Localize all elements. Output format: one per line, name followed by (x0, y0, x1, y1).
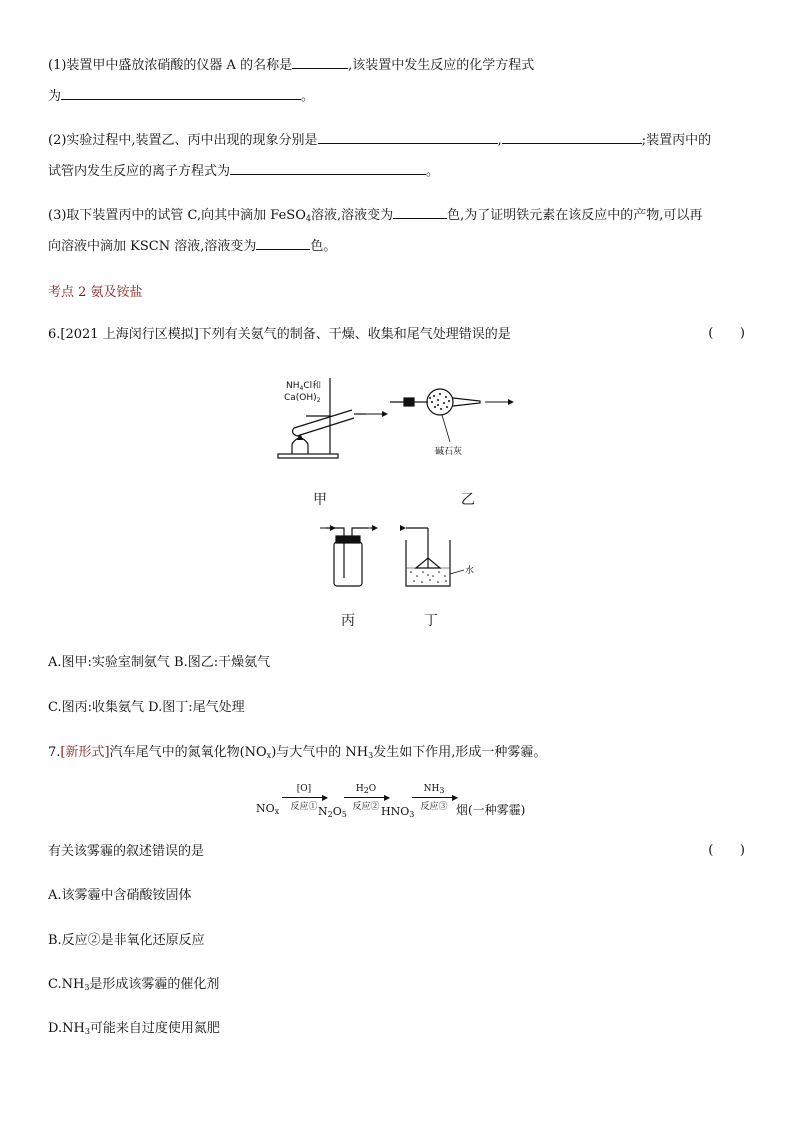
caption-yi: 乙 (461, 492, 475, 508)
q6-option-ab[interactable]: A.图甲:实验室制氨气 B.图乙:干燥氨气 (48, 655, 271, 670)
q5-part3-text-3: 色,为了证明铁元素在该反应中的产物,可以再 (447, 208, 703, 223)
arrow3-bottom: 反应③ (420, 802, 448, 812)
water-label: 水 (465, 566, 475, 576)
drying-bulb (427, 389, 453, 415)
species-nox: $NO_x$ (256, 802, 280, 816)
q7-stem-text: 汽车尾气中的氮氧化物(NO (109, 745, 267, 760)
q5-part2-text-2: ;装置丙中的 (641, 133, 712, 148)
arrow2-bottom: 反应② (352, 802, 380, 812)
answer-blank[interactable] (61, 87, 301, 100)
soda-lime-dots (429, 393, 450, 410)
q5-part2-text-3: 试管内发生反应的离子方程式为 (48, 164, 231, 179)
q5-part2-line2 (48, 162, 439, 181)
q6-stem: 6.[2021 上海闵行区模拟]下列有关氨气的制备、干燥、收集和尾气处理错误的是 (48, 327, 511, 342)
arrow2-line (344, 797, 388, 798)
apparatus-ding (406, 528, 450, 586)
test-tube-bottom (293, 428, 297, 436)
subscript: 3 (368, 751, 374, 760)
q5-part1-text-2: ,该装置中发生反应的化学方程式 (348, 58, 535, 73)
q5-part1-text-4: 。 (301, 89, 315, 104)
caption-bing: 丙 (341, 613, 355, 629)
answer-blank[interactable] (393, 206, 447, 219)
q7-option-d[interactable]: $D.NH_3$可能来自过度使用氮肥 (48, 1021, 220, 1036)
arrowhead-ding (400, 525, 406, 531)
caption-ding: 丁 (424, 613, 438, 629)
q5-part3-line1 (48, 206, 702, 228)
q7-tag: [新形式] (60, 745, 110, 760)
q7-number: 7. (48, 745, 61, 760)
q5-part1-line1 (48, 56, 534, 75)
subscript: x (266, 751, 272, 760)
apparatus-figure-top (270, 370, 530, 470)
species-n2o5: $N_2O_5$ (318, 805, 347, 819)
q6-option-cd[interactable]: C.图丙:收集氨气 D.图丁:尾气处理 (48, 700, 245, 715)
q7-option-b[interactable]: B.反应②是非氧化还原反应 (48, 933, 205, 948)
q7-stem (48, 744, 546, 765)
arrowhead-yi (508, 399, 514, 405)
arrow2-head: ▶ (384, 793, 391, 802)
soda-lime-label: 碱石灰 (435, 447, 463, 457)
water-dots (410, 571, 447, 583)
q5-part2-comma: , (497, 133, 502, 148)
gas-bottle (334, 542, 362, 586)
apparatus-figure-bottom (320, 520, 500, 600)
q5-part3-text: (3)取下装置丙中的试管 C,向其中滴加 FeSO (48, 208, 306, 223)
q5-part3-text-5: 色。 (310, 239, 337, 254)
reaction-scheme (256, 780, 556, 820)
caption-jia: 甲 (313, 492, 327, 508)
species-hno3: $HNO_3$ (381, 805, 415, 819)
q5-part2-text-4: 。 (426, 164, 440, 179)
species-smoke: 烟(一种雾霾) (456, 803, 526, 817)
arrow3-line (412, 797, 456, 798)
answer-blank[interactable] (292, 56, 348, 69)
q7-option-a[interactable]: A.该雾霾中含硝酸铵固体 (48, 888, 192, 903)
arrow1-line (282, 797, 326, 798)
section-heading: 考点 2 氨及铵盐 (48, 285, 143, 300)
test-tube-upper (294, 410, 352, 428)
q5-part1-line2 (48, 87, 314, 106)
q5-part3-text-2: 溶液,溶液变为 (310, 208, 394, 223)
alcohol-lamp (292, 438, 308, 454)
answer-blank[interactable] (318, 131, 498, 144)
jia-label-2: $Ca(OH)_2$ (284, 393, 321, 404)
q7-answer-paren[interactable]: ( ) (708, 843, 746, 858)
jia-label-1: $NH_4Cl$和 (286, 381, 322, 392)
apparatus-bing (326, 528, 368, 586)
water-leader (450, 570, 464, 574)
q7-stem-text-3: 发生如下作用,形成一种雾霾。 (373, 745, 547, 760)
answer-blank[interactable] (256, 237, 310, 250)
bottle-stopper (336, 536, 360, 543)
q5-part2-text: (2)实验过程中,装置乙、丙中出现的现象分别是 (48, 133, 318, 148)
arrow1-bottom: 反应① (290, 802, 318, 812)
arrowhead-bing-out (372, 525, 378, 531)
q5-part2-line1 (48, 131, 711, 150)
answer-blank[interactable] (502, 131, 642, 144)
q5-part3-text-4: 向溶液中滴加 KSCN 溶液,溶液变为 (48, 239, 257, 254)
q5-part1-text: (1)装置甲中盛放浓硝酸的仪器 A 的名称是 (48, 58, 293, 73)
arrowhead-bing-in (330, 525, 336, 531)
q5-part3-line2 (48, 237, 336, 256)
q7-stem-text-2: )与大气中的 NH (271, 745, 369, 760)
arrow3-head: ▶ (452, 793, 459, 802)
stopper (404, 398, 414, 406)
arrow1-top: [O] (296, 784, 312, 794)
arrow2-top: H2O (355, 784, 377, 795)
q5-part1-text-3: 为 (48, 89, 62, 104)
test-tube-lower (297, 418, 354, 436)
leader-line (442, 415, 450, 442)
apparatus-yi (390, 389, 480, 415)
q7-option-c[interactable]: $C.NH_3$是形成该雾霾的催化剂 (48, 977, 220, 992)
answer-blank[interactable] (230, 162, 426, 175)
arrowhead-jia (382, 411, 388, 417)
stand-base (278, 454, 338, 458)
subscript: 4 (305, 214, 311, 223)
q7-question: 有关该雾霾的叙述错误的是 (48, 844, 205, 859)
arrow3-top: NH3 (423, 784, 445, 795)
q6-answer-paren[interactable]: ( ) (708, 326, 746, 341)
drying-tube-neck (453, 398, 480, 406)
arrow1-head: ▶ (322, 793, 329, 802)
